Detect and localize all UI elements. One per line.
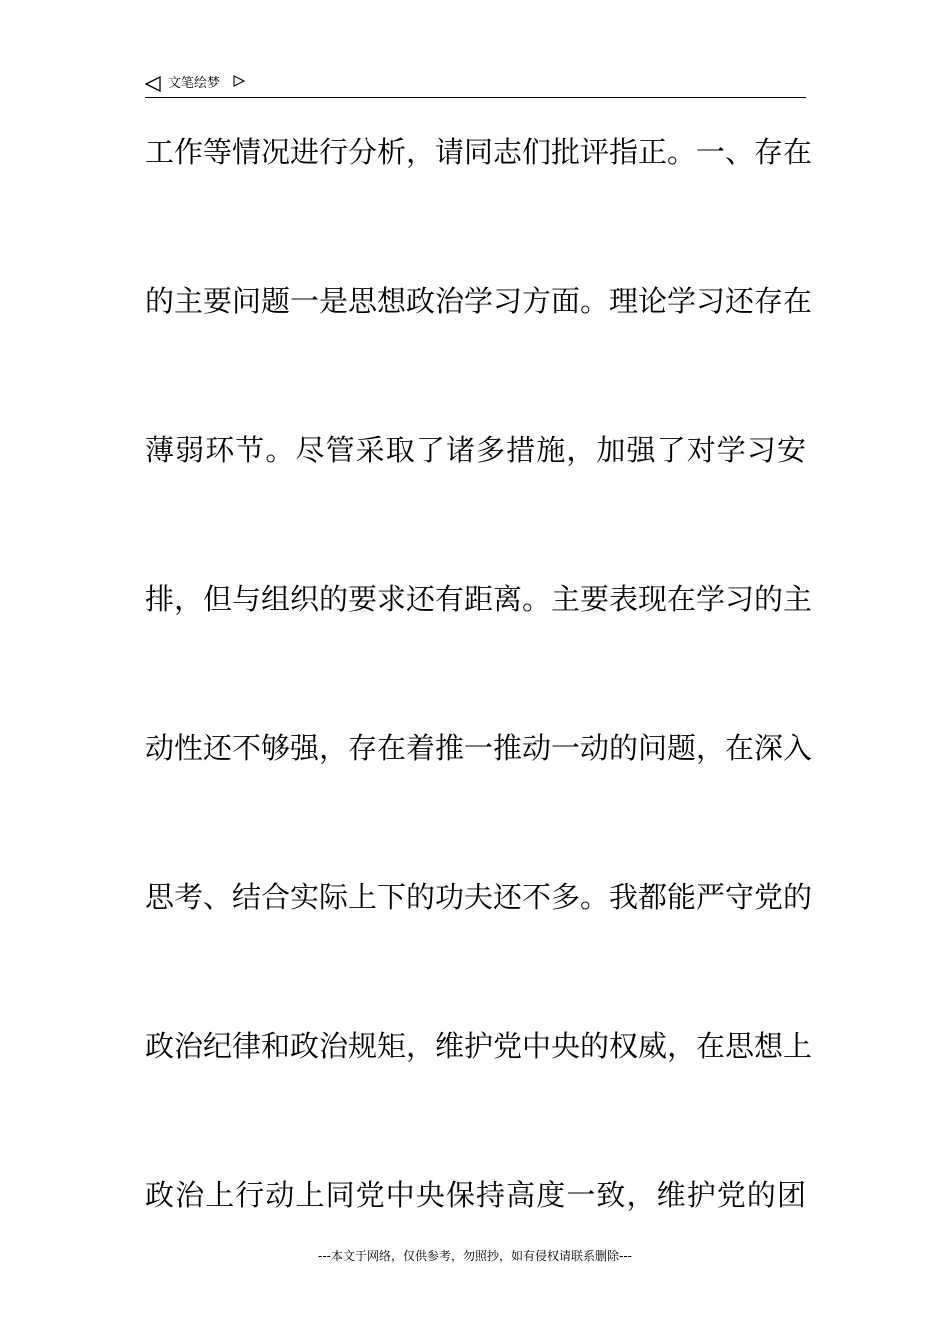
header-divider xyxy=(145,97,806,98)
left-triangle-icon xyxy=(145,76,161,92)
text-line: 政治上行动上同党中央保持高度一致，维护党的团 xyxy=(145,1178,806,1212)
page-footer-note: ---本文于网络，仅供参考，勿照抄，如有侵权请联系删除--- xyxy=(318,1249,632,1263)
text-line: 排，但与组织的要求还有距离。主要表现在学习的主 xyxy=(145,582,813,616)
header-title: 文笔绘梦 xyxy=(168,76,221,91)
page-header xyxy=(145,72,806,98)
text-line: 的主要问题一是思想政治学习方面。理论学习还存在 xyxy=(145,284,813,318)
text-line: 动性还不够强，存在着推一推动一动的问题，在深入 xyxy=(145,731,813,765)
text-line: 政治纪律和政治规矩，维护党中央的权威，在思想上 xyxy=(145,1029,813,1063)
text-line: 薄弱环节。尽管采取了诸多措施，加强了对学习安 xyxy=(145,433,806,467)
right-triangle-icon xyxy=(233,75,245,87)
text-line: 工作等情况进行分析，请同志们批评指正。一、存在 xyxy=(145,135,813,169)
text-line: 思考、结合实际上下的功夫还不多。我都能严守党的 xyxy=(145,880,813,914)
